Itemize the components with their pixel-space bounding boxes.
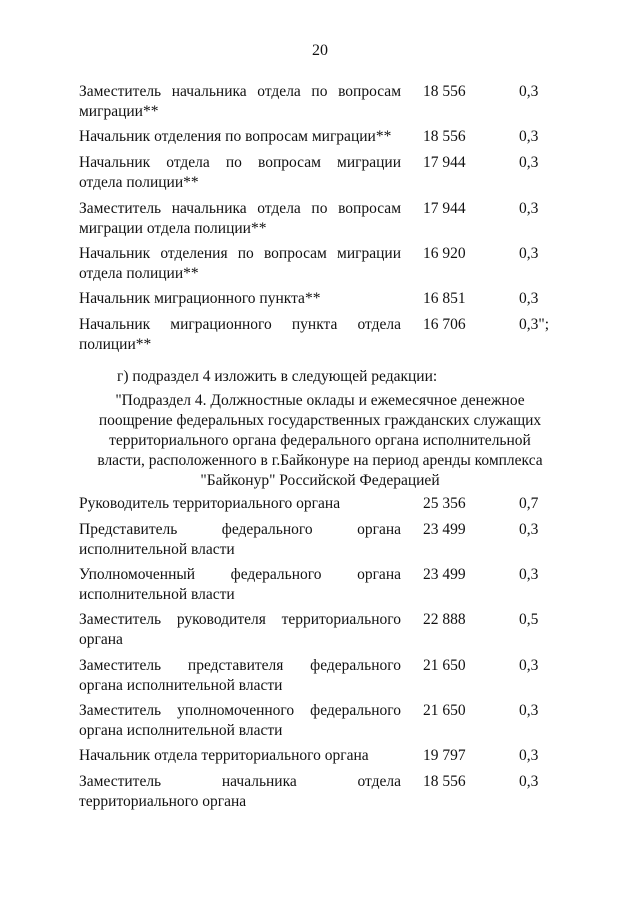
coefficient-value: 0,3 — [519, 290, 539, 307]
position-name — [79, 244, 401, 284]
section-heading-line: поощрение федеральных государственных гражданских служащих — [98, 412, 542, 429]
coefficient-value: 0,7 — [519, 495, 539, 512]
salary-value: 16 920 — [423, 245, 466, 262]
position-name — [79, 153, 401, 193]
position-name — [79, 610, 401, 650]
position-name-line: Начальник отделения по вопросам миграции — [79, 245, 401, 262]
coefficient-value: 0,5 — [519, 611, 539, 628]
salary-value: 18 556 — [423, 128, 466, 145]
position-name — [79, 772, 401, 812]
coefficient-value: 0,3"; — [519, 316, 550, 333]
position-name — [79, 656, 401, 696]
position-name — [79, 82, 401, 122]
salary-value: 18 556 — [423, 773, 466, 790]
position-name-line: миграции** — [79, 103, 159, 120]
position-name — [79, 127, 401, 147]
coefficient-value: 0,3 — [519, 521, 539, 538]
position-name-line: органа исполнительной власти — [79, 677, 283, 694]
position-name — [79, 199, 401, 239]
position-name — [79, 746, 401, 766]
coefficient-value: 0,3 — [519, 747, 539, 764]
salary-value: 16 851 — [423, 290, 466, 307]
section-heading-line: власти, расположенного в г.Байконуре на период аренды комплекса — [97, 452, 543, 469]
position-name-line: территориального органа — [79, 793, 247, 810]
position-name-line: миграции отдела полиции** — [79, 220, 267, 237]
position-name-line: Уполномоченный федерального органа — [79, 566, 401, 583]
position-name — [79, 315, 401, 355]
position-name — [79, 701, 401, 741]
position-name-line: отдела полиции** — [79, 174, 199, 191]
position-name-line: Заместитель руководителя территориального — [79, 611, 401, 628]
salary-value: 25 356 — [423, 495, 466, 512]
position-name-line: Заместитель начальника отдела — [79, 773, 401, 790]
position-name-line: Начальник отдела территориального органа — [79, 747, 369, 764]
position-name — [79, 520, 401, 560]
salary-value: 22 888 — [423, 611, 466, 628]
position-name-line: отдела полиции** — [79, 265, 199, 282]
coefficient-value: 0,3 — [519, 773, 539, 790]
coefficient-value: 0,3 — [519, 83, 539, 100]
amendment-instruction: г) подраздел 4 изложить в следующей редакции: — [117, 368, 438, 385]
position-name-line: исполнительной власти — [79, 541, 235, 558]
coefficient-value: 0,3 — [519, 657, 539, 674]
section-heading-line: территориального органа федерального органа исполнительной — [109, 432, 531, 449]
salary-value: 17 944 — [423, 154, 466, 171]
section-heading-line: "Байконур" Российской Федерацией — [200, 472, 440, 489]
salary-value: 18 556 — [423, 83, 466, 100]
position-name-line: полиции** — [79, 336, 152, 353]
position-name-line: Представитель федерального органа — [79, 521, 401, 538]
position-name-line: Заместитель начальника отдела по вопросам — [79, 200, 401, 217]
section-heading — [70, 391, 570, 491]
position-name-line: Руководитель территориального органа — [79, 495, 341, 512]
salary-value: 21 650 — [423, 657, 466, 674]
position-name-line: Начальник отделения по вопросам миграции** — [79, 128, 392, 145]
page-number: 20 — [312, 42, 328, 59]
position-name — [79, 494, 401, 514]
coefficient-value: 0,3 — [519, 245, 539, 262]
position-name-line: Заместитель представителя федерального — [79, 657, 401, 674]
salary-value: 21 650 — [423, 702, 466, 719]
salary-value: 16 706 — [423, 316, 466, 333]
coefficient-value: 0,3 — [519, 154, 539, 171]
coefficient-value: 0,3 — [519, 566, 539, 583]
position-name-line: органа исполнительной власти — [79, 722, 283, 739]
position-name-line: органа — [79, 631, 123, 648]
position-name-line: Начальник отдела по вопросам миграции — [79, 154, 401, 171]
coefficient-value: 0,3 — [519, 128, 539, 145]
position-name-line: исполнительной власти — [79, 586, 235, 603]
salary-value: 23 499 — [423, 521, 466, 538]
position-name-line: Заместитель начальника отдела по вопросам — [79, 83, 401, 100]
position-name-line: Заместитель уполномоченного федерального — [79, 702, 401, 719]
section-heading-line: "Подраздел 4. Должностные оклады и ежемесячное денежное — [115, 392, 525, 409]
salary-value: 17 944 — [423, 200, 466, 217]
salary-value: 23 499 — [423, 566, 466, 583]
coefficient-value: 0,3 — [519, 200, 539, 217]
position-name-line: Начальник миграционного пункта отдела — [79, 316, 401, 333]
coefficient-value: 0,3 — [519, 702, 539, 719]
position-name-line: Начальник миграционного пункта** — [79, 290, 321, 307]
salary-value: 19 797 — [423, 747, 466, 764]
position-name — [79, 289, 401, 309]
position-name — [79, 565, 401, 605]
